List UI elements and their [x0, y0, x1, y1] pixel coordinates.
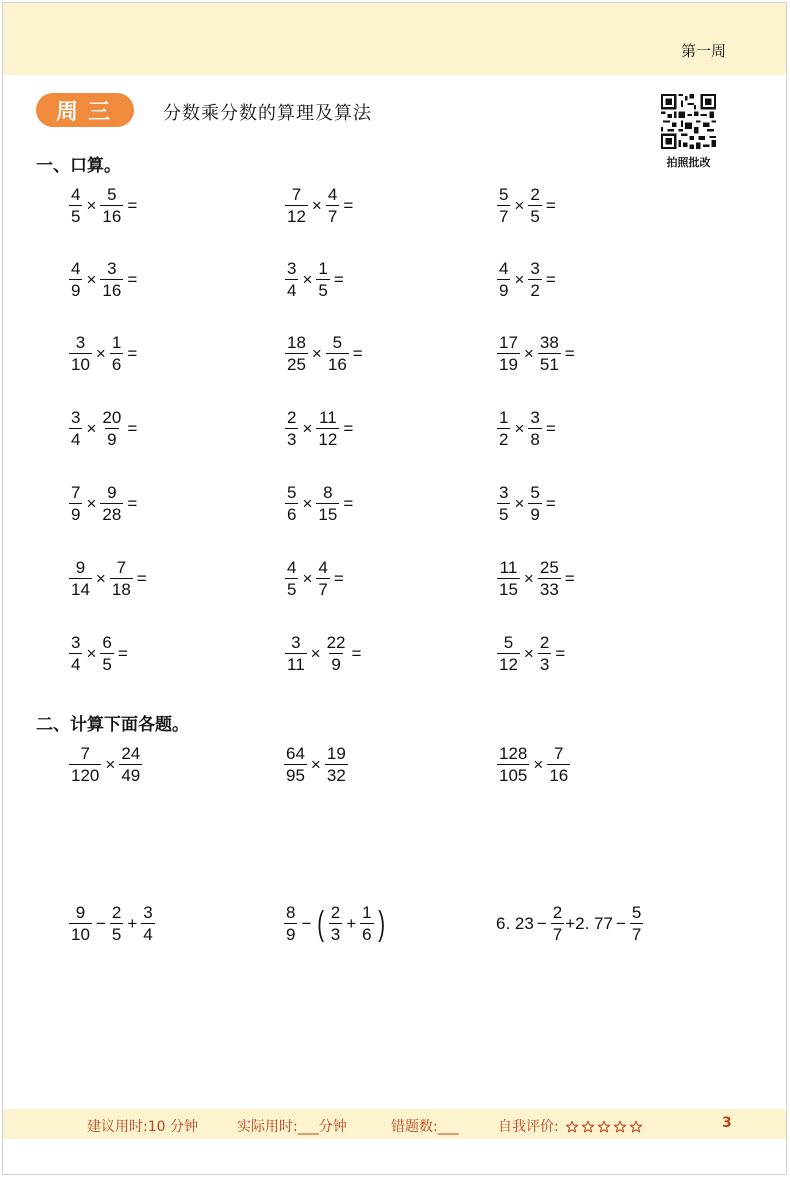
times-sign: × — [523, 343, 534, 363]
section1-title: 一、口算。 — [36, 156, 121, 176]
fraction: $\frac{5}{16}$ — [102, 185, 122, 226]
minus-sign: − — [95, 913, 106, 933]
minus-sign: − — [301, 913, 312, 933]
oral-problem — [284, 484, 356, 523]
week-label: 第一周 — [680, 42, 726, 60]
fraction: $\frac{1}{6}$ — [111, 333, 122, 374]
fraction: $\frac{5}{16}$ — [327, 333, 347, 374]
times-sign: × — [86, 418, 97, 438]
calc-problem-4 — [68, 904, 156, 943]
actual-time-field[interactable]: 实际用时:___分钟 — [237, 1119, 347, 1135]
equals-sign: = — [127, 493, 138, 513]
fraction: $\frac{8}{9}$ — [286, 903, 296, 944]
self-evaluation — [498, 1116, 643, 1136]
fraction: $\frac{2}{3}$ — [330, 903, 341, 944]
minus-sign: − — [615, 913, 626, 933]
times-sign: × — [523, 568, 534, 588]
equals-sign: = — [545, 195, 556, 215]
times-sign: × — [311, 343, 322, 363]
fraction: $\frac{4}{7}$ — [318, 558, 328, 599]
fraction: $\frac{2}{3}$ — [539, 633, 550, 674]
error-count-field[interactable]: 错题数:___ — [391, 1119, 459, 1135]
oral-problem — [284, 186, 356, 225]
times-sign: × — [95, 568, 106, 588]
fraction: $\frac{19}{32}$ — [326, 744, 346, 785]
times-sign: × — [514, 493, 525, 513]
equals-sign: = — [127, 269, 138, 289]
oral-problem — [68, 409, 140, 448]
equals-sign: = — [545, 269, 556, 289]
suggested-time: 建议用时:10 分钟 — [87, 1119, 198, 1135]
equals-sign: = — [545, 418, 556, 438]
equals-sign: = — [136, 568, 147, 588]
header-band — [3, 3, 786, 75]
equals-sign: = — [343, 493, 354, 513]
fraction: $\frac{9}{10}$ — [71, 903, 90, 944]
qr-label: 拍照批改 — [666, 156, 711, 169]
fraction: $\frac{3}{4}$ — [143, 903, 153, 944]
fraction: $\frac{2}{7}$ — [552, 903, 563, 944]
fraction: $\frac{4}{9}$ — [499, 259, 509, 300]
fraction: $\frac{11}{15}$ — [499, 558, 518, 599]
calc-problem-3 — [496, 745, 571, 784]
equals-sign: = — [117, 643, 128, 663]
equals-sign: = — [564, 343, 575, 363]
times-sign: × — [310, 643, 321, 663]
fraction: $\frac{3}{10}$ — [71, 333, 90, 374]
oral-problem — [284, 634, 364, 673]
fraction: $\frac{3}{5}$ — [499, 483, 509, 524]
times-sign: × — [514, 269, 525, 289]
times-sign: × — [514, 418, 525, 438]
oral-problem — [496, 634, 568, 673]
oral-problem — [68, 559, 150, 598]
fraction: $\frac{1}{6}$ — [362, 903, 372, 944]
decimal-term: +2. 77 — [565, 913, 613, 933]
oral-problem — [68, 484, 140, 523]
oral-problem — [68, 334, 140, 373]
equals-sign: = — [564, 568, 575, 588]
oral-problem — [496, 260, 559, 299]
oral-problem — [496, 484, 559, 523]
fraction: $\frac{24}{49}$ — [121, 744, 141, 785]
equals-sign: = — [127, 343, 138, 363]
fraction: $\frac{5}{7}$ — [499, 185, 509, 226]
fraction: $\frac{7}{16}$ — [549, 744, 569, 785]
oral-problem — [68, 260, 140, 299]
qr-code-icon[interactable] — [661, 94, 716, 149]
flower-star-icon[interactable] — [597, 1120, 611, 1134]
oral-problem — [496, 186, 559, 225]
equals-sign: = — [127, 195, 138, 215]
fraction: $\frac{5}{9}$ — [530, 483, 540, 524]
times-sign: × — [95, 343, 106, 363]
fraction: $\frac{22}{9}$ — [326, 633, 346, 674]
times-sign: × — [302, 418, 313, 438]
fraction: $\frac{128}{105}$ — [499, 744, 528, 785]
fraction: $\frac{6}{5}$ — [102, 633, 112, 674]
fraction: $\frac{7}{18}$ — [111, 558, 131, 599]
calc-problem-5 — [283, 904, 388, 943]
equals-sign: = — [352, 343, 363, 363]
page-number: 3 — [722, 1115, 732, 1131]
equals-sign: = — [343, 418, 354, 438]
fraction: $\frac{5}{12}$ — [499, 633, 518, 674]
calc-problem-1 — [68, 745, 143, 784]
fraction: $\frac{3}{8}$ — [530, 408, 540, 449]
oral-problem — [68, 186, 140, 225]
fraction: $\frac{5}{7}$ — [631, 903, 642, 944]
fraction: $\frac{4}{5}$ — [287, 558, 297, 599]
calc-problem-6 — [496, 904, 644, 943]
day-badge: 周三 — [36, 93, 134, 127]
oral-problem — [284, 334, 366, 373]
times-sign: × — [86, 269, 97, 289]
fraction: $\frac{7}{9}$ — [71, 483, 81, 524]
fraction: $\frac{1}{2}$ — [499, 408, 509, 449]
equals-sign: = — [351, 643, 362, 663]
left-paren: ( — [317, 904, 325, 943]
flower-star-icon[interactable] — [565, 1120, 579, 1134]
oral-problem — [68, 634, 131, 673]
calc-problem-2 — [283, 745, 349, 784]
rating-stars[interactable] — [565, 1120, 643, 1134]
fraction: $\frac{4}{9}$ — [71, 259, 81, 300]
oral-problem — [496, 334, 578, 373]
times-sign: × — [533, 754, 544, 774]
fraction: $\frac{20}{9}$ — [102, 408, 122, 449]
times-sign: × — [86, 643, 97, 663]
fraction: $\frac{7}{12}$ — [287, 185, 306, 226]
equals-sign: = — [555, 643, 566, 663]
section2-title: 二、计算下面各题。 — [36, 715, 189, 735]
flower-star-icon[interactable] — [581, 1120, 595, 1134]
equals-sign: = — [127, 418, 138, 438]
plus-sign: + — [127, 913, 138, 933]
plus-sign: + — [346, 913, 357, 933]
lesson-title: 分数乘分数的算理及算法 — [163, 103, 372, 124]
times-sign: × — [311, 195, 322, 215]
times-sign: × — [86, 195, 97, 215]
equals-sign: = — [333, 568, 344, 588]
oral-problem — [284, 260, 347, 299]
times-sign: × — [86, 493, 97, 513]
times-sign: × — [302, 493, 313, 513]
equals-sign: = — [545, 493, 556, 513]
fraction: $\frac{7}{120}$ — [71, 744, 100, 785]
equals-sign: = — [343, 195, 354, 215]
self-eval-label: 自我评价: — [498, 1119, 559, 1135]
fraction: $\frac{3}{2}$ — [530, 259, 540, 300]
decimal-term: 6. 23 — [496, 913, 534, 933]
oral-problem — [284, 409, 356, 448]
right-paren: ) — [377, 904, 385, 943]
fraction: $\frac{3}{4}$ — [71, 633, 81, 674]
fraction: $\frac{64}{95}$ — [286, 744, 305, 785]
flower-star-icon[interactable] — [629, 1120, 643, 1134]
fraction: $\frac{9}{28}$ — [102, 483, 122, 524]
fraction: $\frac{18}{25}$ — [287, 333, 306, 374]
fraction: $\frac{4}{5}$ — [71, 185, 81, 226]
times-sign: × — [514, 195, 525, 215]
oral-problem — [496, 559, 578, 598]
fraction: $\frac{2}{5}$ — [530, 185, 540, 226]
fraction: $\frac{3}{11}$ — [287, 633, 305, 674]
equals-sign: = — [333, 269, 344, 289]
fraction: $\frac{3}{16}$ — [102, 259, 122, 300]
times-sign: × — [302, 568, 313, 588]
times-sign: × — [310, 754, 321, 774]
oral-problem — [496, 409, 559, 448]
fraction: $\frac{4}{7}$ — [327, 185, 338, 226]
fraction: $\frac{11}{12}$ — [318, 408, 338, 449]
times-sign: × — [523, 643, 534, 663]
fraction: $\frac{9}{14}$ — [71, 558, 90, 599]
fraction: $\frac{17}{19}$ — [499, 333, 518, 374]
minus-sign: − — [536, 913, 547, 933]
fraction: $\frac{2}{3}$ — [287, 408, 297, 449]
oral-problem — [284, 559, 347, 598]
flower-star-icon[interactable] — [613, 1120, 627, 1134]
fraction: $\frac{1}{5}$ — [318, 259, 328, 300]
fraction: $\frac{5}{6}$ — [287, 483, 297, 524]
fraction: $\frac{8}{15}$ — [318, 483, 338, 524]
times-sign: × — [302, 269, 313, 289]
times-sign: × — [105, 754, 116, 774]
fraction: $\frac{3}{4}$ — [287, 259, 297, 300]
fraction: $\frac{38}{51}$ — [539, 333, 559, 374]
fraction: $\frac{2}{5}$ — [111, 903, 122, 944]
fraction: $\frac{3}{4}$ — [71, 408, 81, 449]
fraction: $\frac{25}{33}$ — [539, 558, 559, 599]
